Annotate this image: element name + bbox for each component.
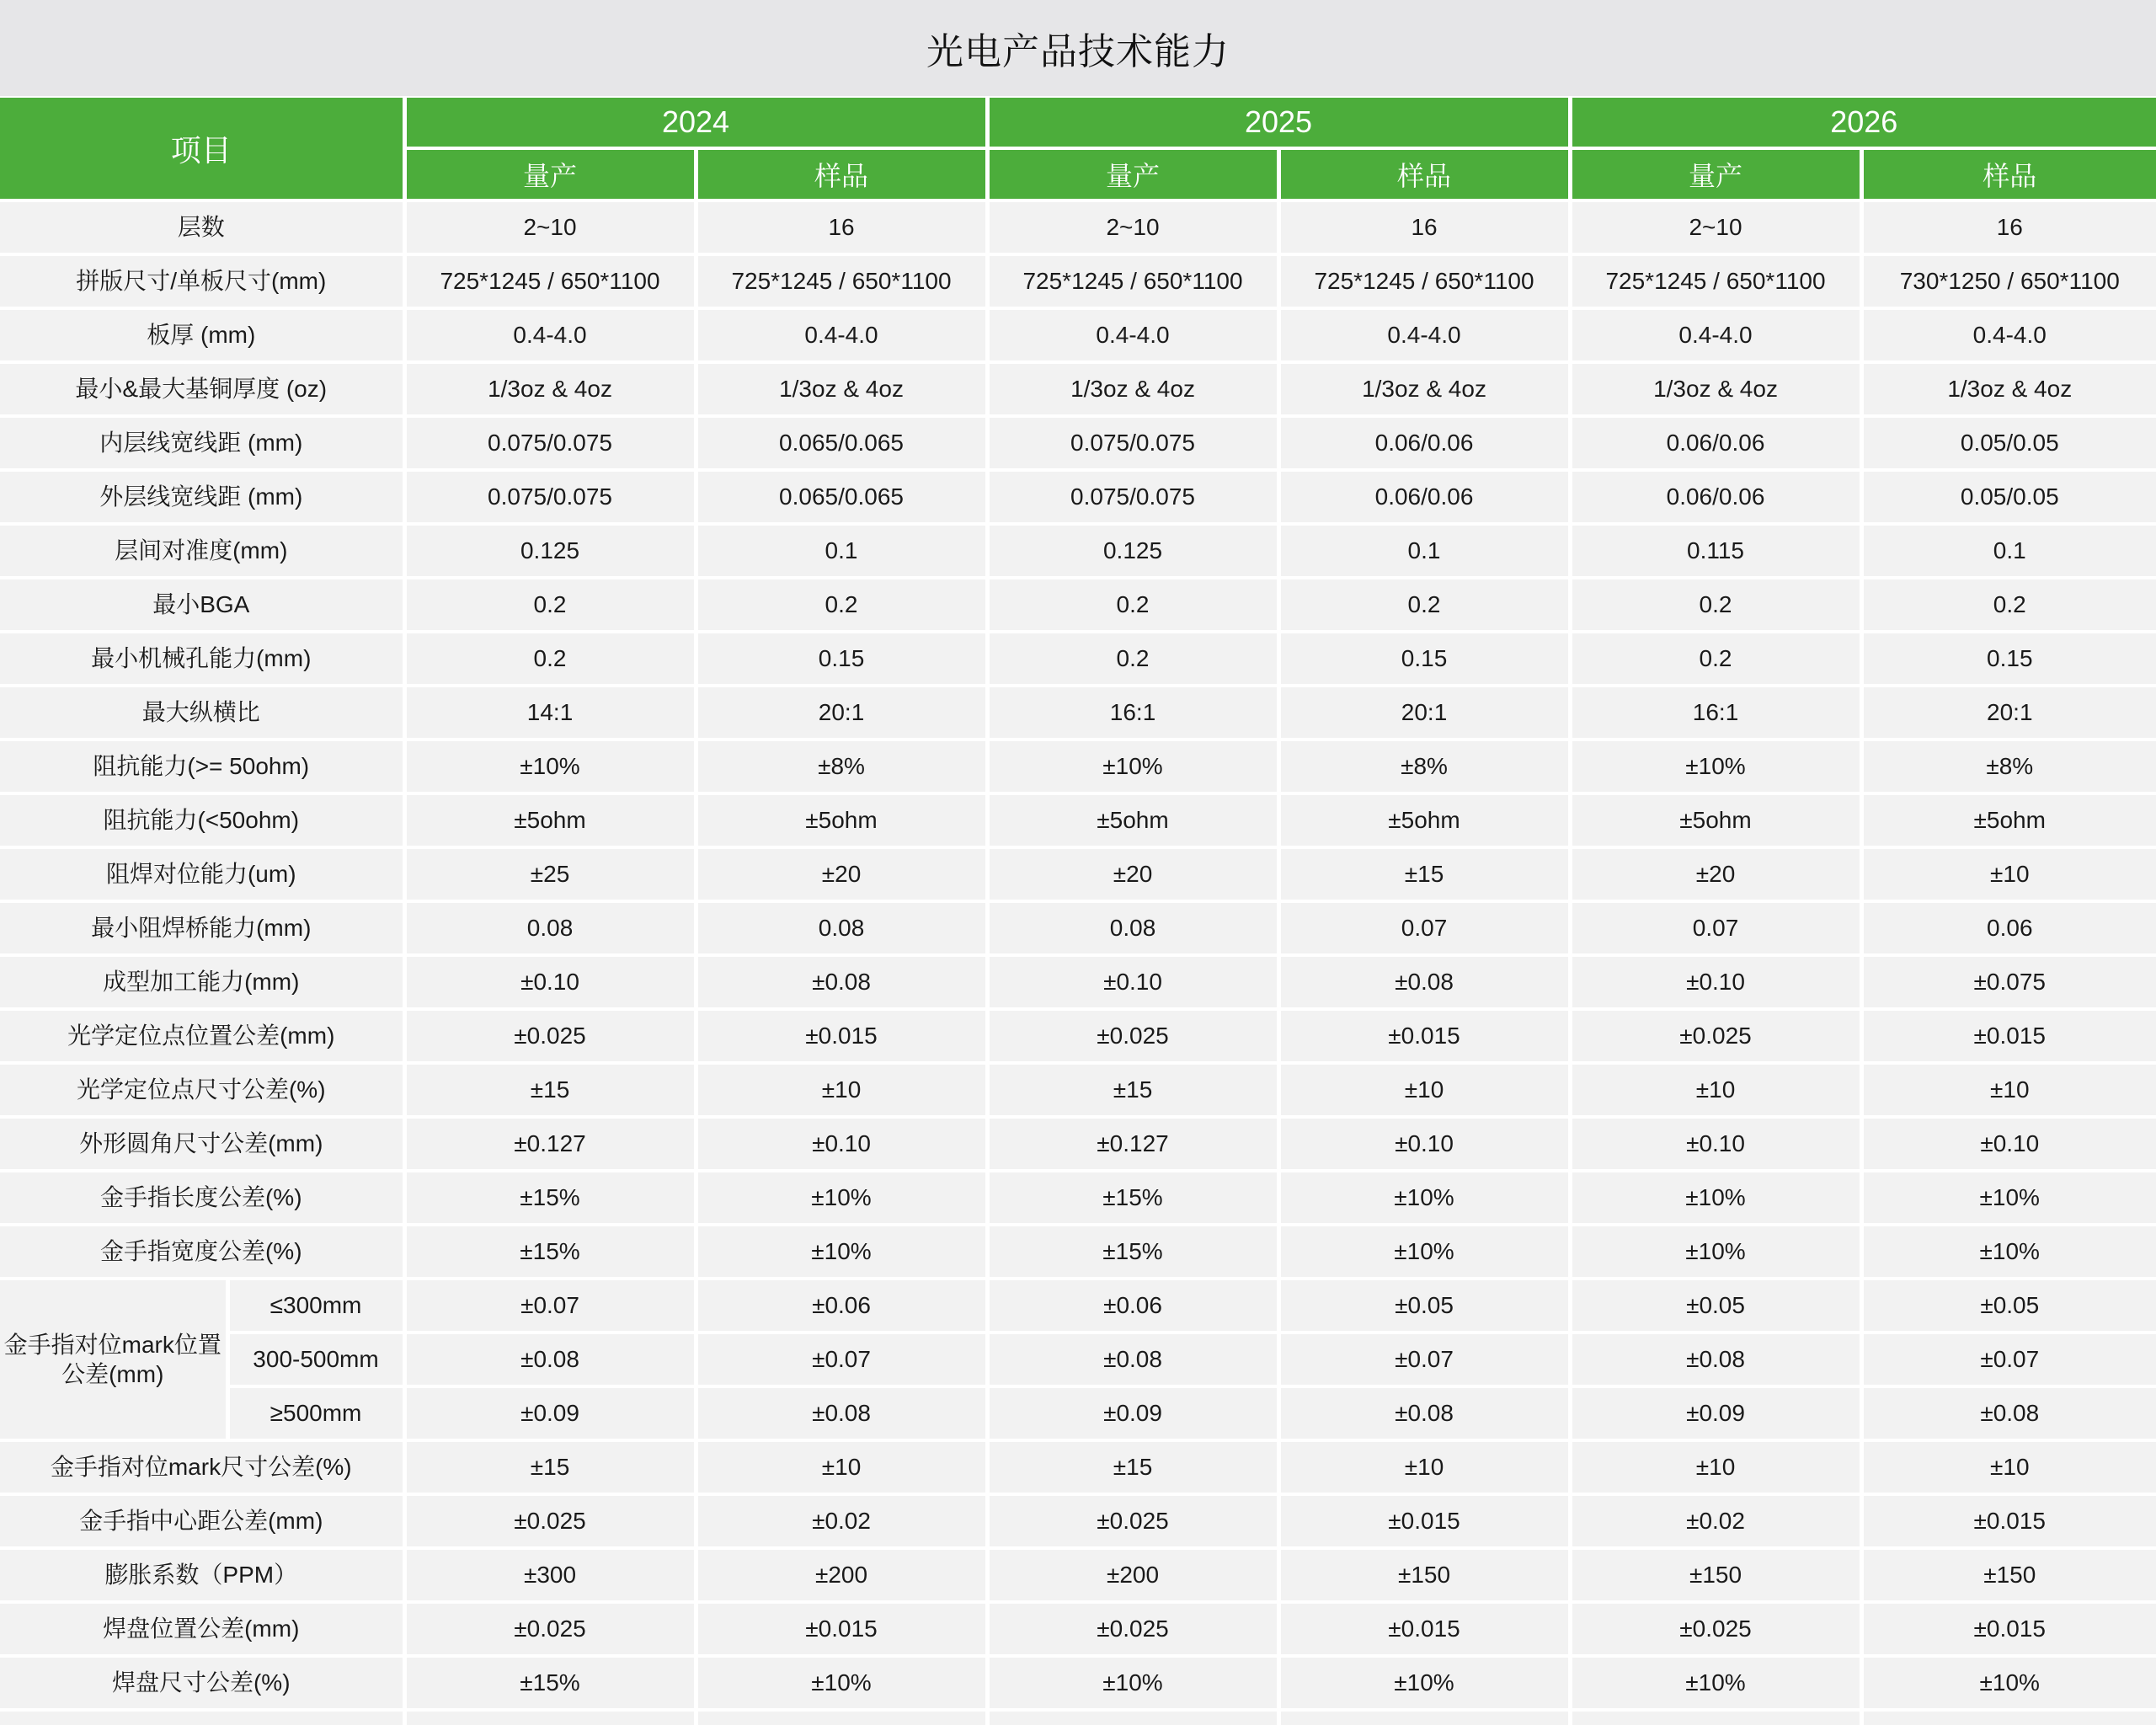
cell: ±15% xyxy=(404,1171,696,1225)
cell: ±0.06 xyxy=(696,1279,987,1332)
cell: 2~10 xyxy=(1570,200,1861,254)
cell: ±15 xyxy=(404,1440,696,1494)
cell: ±10% xyxy=(1570,1171,1861,1225)
cell: 0.075/0.075 xyxy=(987,470,1278,524)
cell: ±20 xyxy=(696,847,987,901)
cell: 0.4-4.0 xyxy=(1861,308,2156,362)
cell: ±10% xyxy=(1278,1171,1570,1225)
cell: 725*1245 / 650*1100 xyxy=(1570,254,1861,308)
cell: ±10 xyxy=(1278,1063,1570,1117)
table-row xyxy=(0,901,2156,955)
cell: 0.125 xyxy=(987,524,1278,578)
cell: ±10 xyxy=(1861,1063,2156,1117)
row-label: 光学定位点尺寸公差(%) xyxy=(0,1063,404,1117)
cell: ±15% xyxy=(404,1225,696,1279)
table-row xyxy=(0,1602,2156,1656)
table-row xyxy=(0,578,2156,632)
row-label: 金手指长度公差(%) xyxy=(0,1171,404,1225)
row-label: 最小BGA xyxy=(0,578,404,632)
row-label: 阻抗能力(<50ohm) xyxy=(0,793,404,847)
cell: ±15% xyxy=(404,1656,696,1710)
title-bar xyxy=(0,0,2156,96)
cell: ±10% xyxy=(1278,1225,1570,1279)
table-row xyxy=(0,254,2156,308)
cell: 725*1245 / 650*1100 xyxy=(987,254,1278,308)
cell xyxy=(1861,1710,2156,1725)
cell: 0.075/0.075 xyxy=(404,470,696,524)
cell: ±5ohm xyxy=(1861,793,2156,847)
row-label: 拼版尺寸/单板尺寸(mm) xyxy=(0,254,404,308)
cell: 1/3oz & 4oz xyxy=(1861,362,2156,416)
cell: 0.1 xyxy=(1861,524,2156,578)
cell: ±0.025 xyxy=(404,1494,696,1548)
cell: 0.06/0.06 xyxy=(1570,470,1861,524)
header-year-2024: 2024 xyxy=(404,97,987,148)
cell: 0.15 xyxy=(1861,632,2156,686)
header-project: 项目 xyxy=(0,97,404,200)
table-body xyxy=(0,200,2156,1725)
table-row xyxy=(0,1063,2156,1117)
cell: 0.4-4.0 xyxy=(1570,308,1861,362)
cell: ±0.10 xyxy=(1570,1117,1861,1171)
cell: ±10% xyxy=(1861,1225,2156,1279)
row-label: 外层线宽线距 (mm) xyxy=(0,470,404,524)
cell: ±10 xyxy=(696,1440,987,1494)
cell: ±0.025 xyxy=(404,1009,696,1063)
cell: 0.07 xyxy=(1278,901,1570,955)
row-label: 最小&最大基铜厚度 (oz) xyxy=(0,362,404,416)
cell: 0.4-4.0 xyxy=(1278,308,1570,362)
cell: ±0.08 xyxy=(696,955,987,1009)
header-subcol-0: 量产 xyxy=(404,148,696,200)
cell: 0.2 xyxy=(987,578,1278,632)
capability-table xyxy=(0,96,2156,1725)
cell: ±0.10 xyxy=(1861,1117,2156,1171)
table-row xyxy=(0,793,2156,847)
cell: ±0.127 xyxy=(987,1117,1278,1171)
header-year-2025: 2025 xyxy=(987,97,1570,148)
cell: ±0.06 xyxy=(987,1279,1278,1332)
cell: ±0.08 xyxy=(404,1332,696,1386)
header-subcol-2: 量产 xyxy=(987,148,1278,200)
cell: 0.065/0.065 xyxy=(696,470,987,524)
cell: ±0.015 xyxy=(1278,1494,1570,1548)
table-row xyxy=(0,200,2156,254)
cell: ±8% xyxy=(1278,740,1570,793)
row-label: 内层线宽线距 (mm) xyxy=(0,416,404,470)
cell: 0.05/0.05 xyxy=(1861,416,2156,470)
cell: 0.2 xyxy=(1278,578,1570,632)
cell: 725*1245 / 650*1100 xyxy=(1278,254,1570,308)
cell: ±10 xyxy=(1570,1063,1861,1117)
cell: ±0.05 xyxy=(1861,1279,2156,1332)
cell: 20:1 xyxy=(1278,686,1570,740)
cell: 20:1 xyxy=(1861,686,2156,740)
cell: 1/3oz & 4oz xyxy=(696,362,987,416)
cell: ±200 xyxy=(696,1548,987,1602)
cell xyxy=(404,1710,696,1725)
cell: ±15 xyxy=(404,1063,696,1117)
cell: ±10% xyxy=(696,1171,987,1225)
cell: ±0.10 xyxy=(696,1117,987,1171)
cell: ±10 xyxy=(1278,1440,1570,1494)
table-row xyxy=(0,1171,2156,1225)
cell: ±0.025 xyxy=(987,1494,1278,1548)
cell: ±0.02 xyxy=(1570,1494,1861,1548)
cell: 0.1 xyxy=(1278,524,1570,578)
row-label: 金手指宽度公差(%) xyxy=(0,1225,404,1279)
row-label: 阻焊对位能力(um) xyxy=(0,847,404,901)
cell: 2~10 xyxy=(404,200,696,254)
cell: 0.115 xyxy=(1570,524,1861,578)
cell: ±10% xyxy=(1861,1656,2156,1710)
row-sublabel: ≥500mm xyxy=(227,1386,404,1440)
cell: ±0.07 xyxy=(1278,1332,1570,1386)
cell: ±10 xyxy=(1861,847,2156,901)
cell: ±0.09 xyxy=(404,1386,696,1440)
cell: ±0.10 xyxy=(1278,1117,1570,1171)
row-label: 阻抗能力(>= 50ohm) xyxy=(0,740,404,793)
cell: ±0.015 xyxy=(1861,1602,2156,1656)
cell: ±0.025 xyxy=(987,1009,1278,1063)
cell: ±5ohm xyxy=(1278,793,1570,847)
table-row xyxy=(0,1009,2156,1063)
cell: 14:1 xyxy=(404,686,696,740)
cell: 16:1 xyxy=(987,686,1278,740)
cell: 0.065/0.065 xyxy=(696,416,987,470)
cell: 0.05/0.05 xyxy=(1861,470,2156,524)
cell: 20:1 xyxy=(696,686,987,740)
cell: ±10% xyxy=(1278,1656,1570,1710)
header-subcol-3: 样品 xyxy=(1278,148,1570,200)
cell: 1/3oz & 4oz xyxy=(1278,362,1570,416)
row-sublabel: ≤300mm xyxy=(227,1279,404,1332)
cell: 730*1250 / 650*1100 xyxy=(1861,254,2156,308)
row-label: 膨胀系数（PPM） xyxy=(0,1548,404,1602)
table-row xyxy=(0,362,2156,416)
cell: ±15 xyxy=(987,1440,1278,1494)
table-row xyxy=(0,1386,2156,1440)
cell: ±0.015 xyxy=(1861,1494,2156,1548)
cell: ±0.07 xyxy=(696,1332,987,1386)
cell: ±20 xyxy=(987,847,1278,901)
table-row xyxy=(0,632,2156,686)
table-row-partial xyxy=(0,1710,2156,1725)
table-row xyxy=(0,1332,2156,1386)
table-row xyxy=(0,524,2156,578)
cell: ±10 xyxy=(696,1063,987,1117)
cell: 1/3oz & 4oz xyxy=(1570,362,1861,416)
cell xyxy=(1278,1710,1570,1725)
cell: ±10% xyxy=(987,1656,1278,1710)
table-row xyxy=(0,740,2156,793)
cell: 0.4-4.0 xyxy=(696,308,987,362)
cell: 0.2 xyxy=(404,578,696,632)
cell: ±8% xyxy=(696,740,987,793)
cell: ±0.08 xyxy=(1861,1386,2156,1440)
row-label: 成型加工能力(mm) xyxy=(0,955,404,1009)
cell: 725*1245 / 650*1100 xyxy=(404,254,696,308)
table-row xyxy=(0,1225,2156,1279)
cell: 0.2 xyxy=(1861,578,2156,632)
cell: ±0.025 xyxy=(1570,1009,1861,1063)
cell: ±0.08 xyxy=(1278,1386,1570,1440)
cell: ±150 xyxy=(1278,1548,1570,1602)
table-header xyxy=(0,97,2156,200)
cell: ±0.02 xyxy=(696,1494,987,1548)
cell: 0.2 xyxy=(696,578,987,632)
cell: ±25 xyxy=(404,847,696,901)
cell: 0.08 xyxy=(987,901,1278,955)
cell: 725*1245 / 650*1100 xyxy=(696,254,987,308)
cell: ±10% xyxy=(1570,1656,1861,1710)
cell: 16 xyxy=(1861,200,2156,254)
cell: ±10% xyxy=(696,1656,987,1710)
header-year-2026: 2026 xyxy=(1570,97,2156,148)
cell xyxy=(696,1710,987,1725)
cell: ±0.015 xyxy=(1278,1009,1570,1063)
cell: 0.08 xyxy=(696,901,987,955)
cell: 16:1 xyxy=(1570,686,1861,740)
cell: ±0.015 xyxy=(1861,1009,2156,1063)
cell: 1/3oz & 4oz xyxy=(987,362,1278,416)
cell: ±0.015 xyxy=(696,1009,987,1063)
cell: 0.06/0.06 xyxy=(1570,416,1861,470)
cell: ±0.09 xyxy=(987,1386,1278,1440)
cell: 0.08 xyxy=(404,901,696,955)
row-label: 最小阻焊桥能力(mm) xyxy=(0,901,404,955)
table-row xyxy=(0,416,2156,470)
row-label: 层间对准度(mm) xyxy=(0,524,404,578)
table-row xyxy=(0,1548,2156,1602)
cell: ±0.10 xyxy=(1570,955,1861,1009)
table-row xyxy=(0,955,2156,1009)
row-label: 金手指对位mark尺寸公差(%) xyxy=(0,1440,404,1494)
cell: ±0.10 xyxy=(987,955,1278,1009)
table-row xyxy=(0,308,2156,362)
cell: ±0.025 xyxy=(404,1602,696,1656)
cell xyxy=(987,1710,1278,1725)
cell: ±5ohm xyxy=(987,793,1278,847)
cell: ±0.10 xyxy=(404,955,696,1009)
cell: ±0.08 xyxy=(987,1332,1278,1386)
cell: 0.1 xyxy=(696,524,987,578)
cell: 2~10 xyxy=(987,200,1278,254)
cell: 0.4-4.0 xyxy=(987,308,1278,362)
cell: ±0.05 xyxy=(1570,1279,1861,1332)
cell: ±0.09 xyxy=(1570,1386,1861,1440)
row-label: 层数 xyxy=(0,200,404,254)
table-row xyxy=(0,686,2156,740)
cell: ±15 xyxy=(987,1063,1278,1117)
cell: ±10 xyxy=(1861,1440,2156,1494)
cell: ±300 xyxy=(404,1548,696,1602)
cell: ±10% xyxy=(404,740,696,793)
cell: 0.2 xyxy=(1570,578,1861,632)
table-row xyxy=(0,1656,2156,1710)
cell: ±0.08 xyxy=(1278,955,1570,1009)
header-subcol-1: 样品 xyxy=(696,148,987,200)
cell: 0.075/0.075 xyxy=(987,416,1278,470)
cell: ±0.025 xyxy=(1570,1602,1861,1656)
table-row xyxy=(0,1117,2156,1171)
table-row xyxy=(0,1440,2156,1494)
cell: ±10% xyxy=(1570,1225,1861,1279)
cell: 0.4-4.0 xyxy=(404,308,696,362)
table-row xyxy=(0,847,2156,901)
cell: ±20 xyxy=(1570,847,1861,901)
cell: ±10% xyxy=(1861,1171,2156,1225)
cell: 0.2 xyxy=(987,632,1278,686)
cell: ±0.07 xyxy=(1861,1332,2156,1386)
header-years-row xyxy=(0,97,2156,148)
row-group-label: 金手指对位mark位置公差(mm) xyxy=(0,1279,227,1440)
cell: ±0.08 xyxy=(696,1386,987,1440)
page-title: 光电产品技术能力 xyxy=(926,31,1230,72)
cell: 16 xyxy=(1278,200,1570,254)
row-label: 焊盘尺寸公差(%) xyxy=(0,1656,404,1710)
row-label: 金手指中心距公差(mm) xyxy=(0,1494,404,1548)
cell: ±150 xyxy=(1570,1548,1861,1602)
header-subcol-5: 样品 xyxy=(1861,148,2156,200)
row-sublabel: 300-500mm xyxy=(227,1332,404,1386)
row-label: 最小机械孔能力(mm) xyxy=(0,632,404,686)
row-label: 最大纵横比 xyxy=(0,686,404,740)
row-label: 焊盘位置公差(mm) xyxy=(0,1602,404,1656)
cell: 16 xyxy=(696,200,987,254)
cell xyxy=(1570,1710,1861,1725)
cell: ±0.075 xyxy=(1861,955,2156,1009)
cell: ±150 xyxy=(1861,1548,2156,1602)
cell: ±0.08 xyxy=(1570,1332,1861,1386)
cell: ±10% xyxy=(696,1225,987,1279)
cell: 0.06 xyxy=(1861,901,2156,955)
cell: ±10 xyxy=(1570,1440,1861,1494)
row-label: 光学定位点位置公差(mm) xyxy=(0,1009,404,1063)
table-row xyxy=(0,1279,2156,1332)
cell: ±0.015 xyxy=(1278,1602,1570,1656)
cell: 0.2 xyxy=(1570,632,1861,686)
cell: 1/3oz & 4oz xyxy=(404,362,696,416)
cell: ±200 xyxy=(987,1548,1278,1602)
cell: ±0.015 xyxy=(696,1602,987,1656)
cell: 0.125 xyxy=(404,524,696,578)
cell: ±15% xyxy=(987,1171,1278,1225)
cell: ±0.025 xyxy=(987,1602,1278,1656)
cell: ±10% xyxy=(987,740,1278,793)
row-label: 板厚 (mm) xyxy=(0,308,404,362)
cell: ±5ohm xyxy=(1570,793,1861,847)
table-row xyxy=(0,1494,2156,1548)
cell: ±0.127 xyxy=(404,1117,696,1171)
cell: 0.075/0.075 xyxy=(404,416,696,470)
cell: ±5ohm xyxy=(404,793,696,847)
row-label: 外形圆角尺寸公差(mm) xyxy=(0,1117,404,1171)
cell: ±0.05 xyxy=(1278,1279,1570,1332)
cell: ±0.07 xyxy=(404,1279,696,1332)
table-row xyxy=(0,470,2156,524)
row-label xyxy=(0,1710,404,1725)
cell: 0.2 xyxy=(404,632,696,686)
cell: ±10% xyxy=(1570,740,1861,793)
cell: ±8% xyxy=(1861,740,2156,793)
cell: ±15% xyxy=(987,1225,1278,1279)
cell: 0.07 xyxy=(1570,901,1861,955)
cell: 0.06/0.06 xyxy=(1278,416,1570,470)
cell: 0.15 xyxy=(696,632,987,686)
cell: 0.06/0.06 xyxy=(1278,470,1570,524)
cell: 0.15 xyxy=(1278,632,1570,686)
cell: ±15 xyxy=(1278,847,1570,901)
cell: ±5ohm xyxy=(696,793,987,847)
header-subcol-4: 量产 xyxy=(1570,148,1861,200)
